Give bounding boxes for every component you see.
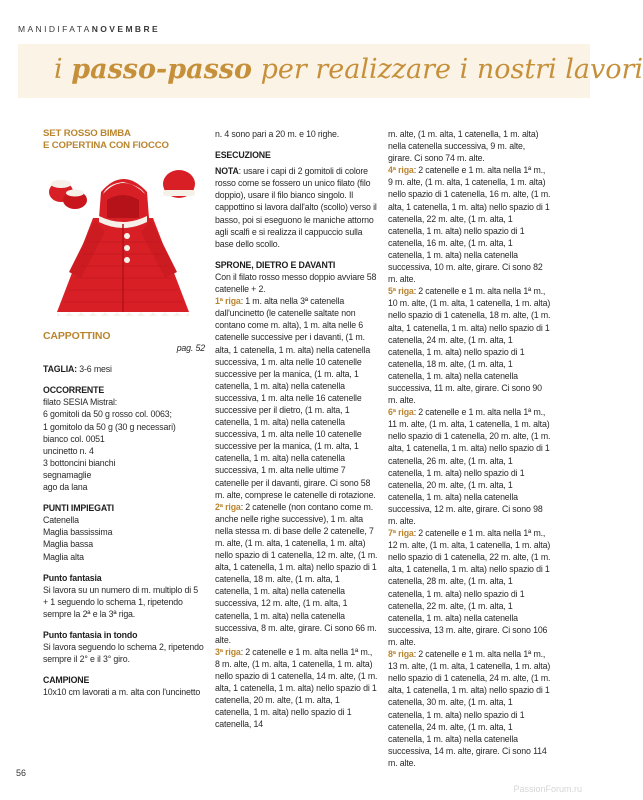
row-label: 6ª riga (388, 407, 414, 418)
size-label: TAGLIA: (43, 364, 77, 375)
gauge-heading: CAMPIONE (43, 675, 90, 686)
row-label: 7ª riga (388, 528, 414, 539)
project-title-line-1: SET ROSSO BIMBA (43, 128, 131, 139)
row-label: 8ª riga (388, 649, 414, 660)
size-value: 3-6 mesi (76, 364, 112, 375)
column-2 (215, 128, 378, 731)
row-text: : 2 catenelle e 1 m. alta nella 1ª m., 8 m. alte, (1 m. alta, 1 catenella, 1 m. alta) nello spazio di 1 catenella, 14 m. alte, (1 m. alta, 1 catenella, 1 m. alta) nello spazio di 1 catenella, 20 m. alte, (1 m. alta, 1 catenella, 1 m. alta) nello spazio di 1 catenella, 14 (215, 646, 378, 730)
magazine-name (18, 24, 160, 34)
material-item: 6 gomitoli da 50 g rosso col. 0063; (43, 409, 172, 420)
nota-paragraph (215, 165, 378, 250)
material-item: filato SESIA Mistral: (43, 397, 118, 408)
row-8 (388, 648, 551, 769)
fantasia-text: Si lavora su un numero di m. multiplo di 5 + 1 seguendo lo schema 1, ripetendo sempre la 2ª e la 3ª riga. (43, 584, 199, 619)
row-3 (215, 646, 378, 731)
yoke-heading: SPRONE, DIETRO E DAVANTI (215, 259, 336, 270)
exec-heading: ESECUZIONE (215, 150, 271, 161)
magazine-name-light: MANIDIFATA (18, 24, 92, 34)
headline-part-a: i (54, 54, 72, 85)
fantasia-round-heading: Punto fantasia in tondo (43, 629, 138, 640)
row-label: 1ª riga (215, 296, 241, 307)
red-baby-coat-photo (43, 162, 203, 330)
row-label: 2ª riga (215, 501, 241, 512)
materials-heading: OCCORRENTE (43, 385, 105, 396)
headline-part-b: passo-passo (71, 54, 252, 85)
section-cappottino: CAPPOTTINO (43, 330, 111, 342)
headline-part-c: per realizzare i nostri lavori (252, 54, 643, 85)
row-label: 3ª riga (215, 646, 241, 657)
watermark: PassionForum.ru (513, 784, 582, 794)
row-text: : 2 catenelle e 1 m. alta nella 1ª m., 13 m. alte, (1 m. alta, 1 catenella, 1 m. alta) nello spazio di 1 catenella, 24 m. alte, (1 m. alta, 1 catenella, 1 m. alta) nello spazio di 1 catenella, 30 m. alte, (1 m. alta, 1 catenella, 1 m. alta) nello spazio di 1 catenella, 24 m. alte, (1 m. alta, 1 catenella, 1 m. alta) nella catenella successiva, 14 m. alte, girare. Ci sono 114 m. alte. (388, 649, 551, 768)
nota-label: NOTA (215, 166, 239, 177)
row-4 (388, 164, 551, 285)
row-text: : 2 catenelle e 1 m. alta nella 1ª m., 11 m. alte, (1 m. alta, 1 catenella, 1 m. alta) nello spazio di 1 catenella, 20 m. alte, (1 m. alta, 1 catenella, 1 m. alta) nello spazio di 1 catenella, 26 m. alte, (1 m. alta, 1 catenella, 1 m. alta) nello spazio di 1 catenella, 20 m. alte, (1 m. alta, 1 catenella, 1 m. alta) nella catenella successiva, 12 m. alte, girare. Ci sono 98 m. alte. (388, 407, 551, 526)
row-2 (215, 501, 378, 646)
material-item: 3 bottoncini bianchi (43, 457, 116, 468)
row-text: : 2 catenelle e 1 m. alta nella 1ª m., 9 m. alte, (1 m. alta, 1 catenella, 1 m. alta) nello spazio di 1 catenella, 16 m. alte, (1 m. alta, 1 catenella, 1 m. alta) nello spazio di 1 catenella, 22 m. alte, (1 m. alta, 1 catenella, 1 m. alta) nello spazio di 1 catenella, 16 m. alte, (1 m. alta, 1 catenella, 1 m. alta) nella catenella successiva, 10 m. alte, girare. Ci sono 82 m. alte. (388, 165, 551, 285)
row-text: : 1 m. alta nella 3ª catenella dall'uncinetto (le catenelle saltate non contano come m. alta), 1 m. alta nelle 6 catenelle successive per i davanti, (1 m. alta, 1 catenella, 1 m. alta) nella catenella successiva, 1 m. alta nelle 10 catenelle successive per la manica, (1 m. alta, 1 catenella, 1 m. alta) nella catenella successiva, 1 m. alta nelle 16 catenelle successive per il dietro, (1 m. alta, 1 catenella, 1 m. alta) nella catenella successiva, 1 m. alta nelle 10 catenelle successive per la manica, (1 m. alta, 1 catenella, 1 m. alta) nella catenella successiva, 1 m. alta nelle ultime 7 catenelle per il davanti, girare. Ci sono 58 m. alte, comprese le catenelle di rotazione. (215, 296, 376, 500)
magazine-month: NOVEMBRE (91, 24, 161, 34)
row-text: : 2 catenelle (non contano come m. anche nelle righe successive), 1 m. alta nella stessa m. di base delle 2 catenelle, 7 m. alte, (1 m. alta, 1 catenella, 1 m. alta) nello spazio di 1 catenella, 12 m. alte, (1 m. alta, 1 catenella, 1 m. alta) nello spazio di 1 catenella, 18 m. alte, (1 m. alta, 1 catenella, 1 m. alta) nella catenella successiva, 12 m. alte, (1 m. alta, 1 catenella, 1 m. alta) nella catenella successiva, 8 m. alte, girare. Ci sono 66 m. alte. (215, 501, 378, 645)
fantasia-round-text: Si lavora seguendo lo schema 2, ripetendo sempre il 2° e il 3° giro. (43, 642, 204, 665)
stitch-item: Maglia alta (43, 551, 84, 562)
material-item: uncinetto n. 4 (43, 445, 94, 456)
yoke-intro: Con il filato rosso messo doppio avviare 58 catenelle + 2. (215, 271, 377, 295)
project-title-line-2: E COPERTINA CON FIOCCO (43, 140, 169, 151)
page-reference: pag. 52 (176, 343, 205, 354)
gauge-text-cont: n. 4 sono pari a 20 m. e 10 righe. (215, 129, 340, 139)
stitch-item: Maglia bassa (43, 539, 94, 550)
column-3 (388, 128, 551, 769)
column-1 (43, 128, 205, 698)
gauge-text: 10x10 cm lavorati a m. alta con l'uncinetto (43, 687, 201, 698)
material-item: segnamaglie (43, 469, 92, 480)
row-6 (388, 406, 551, 527)
stitches-heading: PUNTI IMPIEGATI (43, 503, 114, 514)
row-5 (388, 285, 551, 406)
material-item: bianco col. 0051 (43, 433, 105, 444)
row-label: 5ª riga (388, 286, 414, 297)
row-label: 4ª riga (388, 165, 414, 176)
size-line (43, 363, 205, 375)
stitch-item: Maglia bassissima (43, 527, 113, 538)
nota-text: : usare i capi di 2 gomitoli di colore rosso come se fossero un unico filato (filo doppio), usare il filo bianco singolo. Il cappottino si lavora dall'alto (scollo) verso il basso, poi si eseguono le maniche attorno agli scalfi e si realizza il cappuccio sulla base dello scollo. (215, 166, 377, 249)
row-text: : 2 catenelle e 1 m. alta nella 1ª m., 12 m. alte, (1 m. alta, 1 catenella, 1 m. alta) nello spazio di 1 catenella, 22 m. alte, (1 m. alta, 1 catenella, 1 m. alta) nello spazio di 1 catenella, 28 m. alte, (1 m. alta, 1 catenella, 1 m. alta) nello spazio di 1 catenella, 22 m. alte, (1 m. alta, 1 catenella, 1 m. alta) nella catenella successiva, 13 m. alte, girare. Ci sono 106 m. alte. (388, 528, 551, 647)
page-headline (54, 52, 643, 88)
row-text: : 2 catenelle e 1 m. alta nella 1ª m., 10 m. alte, (1 m. alta, 1 catenella, 1 m. alta) nello spazio di 1 catenella, 18 m. alte, (1 m. alta, 1 catenella, 1 m. alta) nello spazio di 1 catenella, 24 m. alte, (1 m. alta, 1 catenella, 1 m. alta) nello spazio di 1 catenella, 18 m. alte, (1 m. alta, 1 catenella, 1 m. alta) nella catenella successiva, 11 m. alte, girare. Ci sono 90 m. alte. (388, 286, 551, 406)
stitch-item: Catenella (43, 515, 79, 526)
row-3-cont: m. alte, (1 m. alta, 1 catenella, 1 m. alta) nella catenella successiva, 9 m. alte, girare. Ci sono 74 m. alte. (388, 129, 539, 164)
row-1 (215, 295, 378, 501)
page-number: 56 (16, 768, 27, 778)
material-item: 1 gomitolo da 50 g (30 g necessari) (43, 421, 176, 432)
material-item: ago da lana (43, 482, 88, 493)
fantasia-heading: Punto fantasia (43, 572, 102, 583)
row-7 (388, 527, 551, 648)
